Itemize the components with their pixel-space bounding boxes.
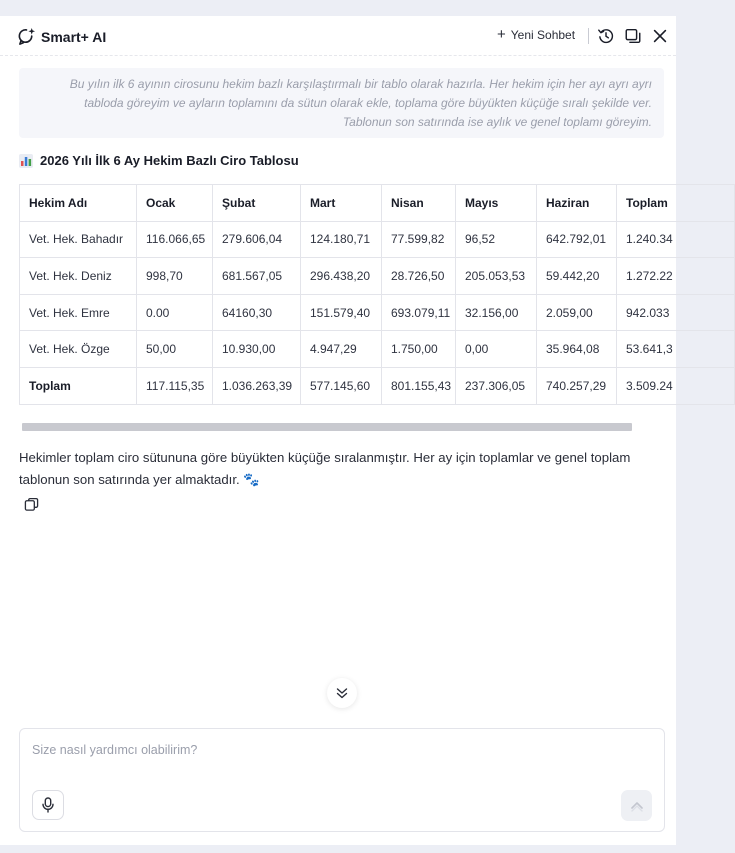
table-cell: 205.053,53 [456, 258, 537, 295]
header-divider [588, 28, 589, 44]
table-cell: 296.438,20 [301, 258, 382, 295]
column-header: Mart [301, 185, 382, 222]
assistant-answer [19, 447, 664, 491]
send-arrow-icon [629, 798, 645, 814]
copy-icon[interactable] [24, 497, 39, 512]
table-cell: 116.066,65 [137, 221, 213, 258]
new-chat-button[interactable] [497, 28, 575, 42]
table-cell: 32.156,00 [456, 294, 537, 331]
brand [17, 27, 106, 46]
bar-chart-icon [19, 154, 33, 168]
message-input[interactable] [32, 739, 632, 761]
table-cell: Vet. Hek. Deniz [20, 258, 137, 295]
table-cell: Toplam [20, 367, 137, 404]
table-row [20, 294, 735, 331]
table-row [20, 221, 735, 258]
table-cell: Vet. Hek. Bahadır [20, 221, 137, 258]
table-cell: 50,00 [137, 331, 213, 368]
column-header: Şubat [213, 185, 301, 222]
table-cell: 0.00 [137, 294, 213, 331]
table-cell: Vet. Hek. Özge [20, 331, 137, 368]
chat-panel [0, 16, 676, 845]
table-header-row [20, 185, 735, 222]
user-prompt-text: Bu yılın ilk 6 ayının cirosunu hekim bazlı karşılaştırmalı bir tablo olarak hazırla. Her hekim için her ayı ayrı ayrı tabloda göreyim ve ayların toplamını da sütun olarak ekle, toplama göre büyükten küçüğe sıralı şekilde ver. Tablonun son satırında ise aylık ve genel toplamı göreyim. [69, 77, 652, 129]
table-cell: 577.145,60 [301, 367, 382, 404]
windows-icon[interactable] [624, 27, 642, 45]
table-scroll-container[interactable] [19, 184, 673, 420]
table-cell: 53.641,3 [617, 331, 735, 368]
microphone-button[interactable] [32, 790, 64, 820]
close-icon[interactable] [651, 27, 669, 45]
history-icon[interactable] [597, 27, 615, 45]
table-cell: 3.509.24 [617, 367, 735, 404]
table-cell: 2.059,00 [537, 294, 617, 331]
table-cell: 117.115,35 [137, 367, 213, 404]
table-cell: 279.606,04 [213, 221, 301, 258]
table-horizontal-scrollbar[interactable] [22, 423, 632, 431]
chevron-double-down-icon [335, 686, 349, 700]
table-title-text: 2026 Yılı İlk 6 Ay Hekim Bazlı Ciro Tablosu [40, 153, 299, 168]
table-cell: 77.599,82 [382, 221, 456, 258]
column-header: Haziran [537, 185, 617, 222]
table-cell: 64160,30 [213, 294, 301, 331]
message-input-box [19, 728, 665, 832]
table-cell: 35.964,08 [537, 331, 617, 368]
table-cell: 942.033 [617, 294, 735, 331]
sparkle-chat-icon [17, 27, 36, 46]
table-cell: 801.155,43 [382, 367, 456, 404]
table-total-row [20, 367, 735, 404]
assistant-answer-text: Hekimler toplam ciro sütununa göre büyükten küçüğe sıralanmıştır. Her ay için toplamlar ve genel toplam tablonun son satırında yer almaktadır. 🐾 [19, 450, 631, 487]
chat-header [0, 16, 676, 56]
table-cell: 1.240.34 [617, 221, 735, 258]
table-cell: 4.947,29 [301, 331, 382, 368]
microphone-icon [41, 797, 55, 813]
table-cell: 0,00 [456, 331, 537, 368]
plus-icon: + [497, 26, 506, 43]
table-cell: 28.726,50 [382, 258, 456, 295]
column-header: Hekim Adı [20, 185, 137, 222]
table-cell: 642.792,01 [537, 221, 617, 258]
brand-name: Smart+ AI [41, 28, 107, 45]
table-cell: 59.442,20 [537, 258, 617, 295]
user-prompt-bubble [19, 68, 664, 138]
table-cell: 96,52 [456, 221, 537, 258]
new-chat-label: Yeni Sohbet [510, 28, 576, 42]
table-cell: 998,70 [137, 258, 213, 295]
table-row [20, 258, 735, 295]
table-cell: 1.750,00 [382, 331, 456, 368]
table-title [19, 153, 299, 168]
column-header: Nisan [382, 185, 456, 222]
table-cell: 10.930,00 [213, 331, 301, 368]
send-button[interactable] [621, 790, 652, 821]
column-header: Toplam [617, 185, 735, 222]
table-cell: 693.079,11 [382, 294, 456, 331]
revenue-table [19, 184, 735, 405]
table-row [20, 331, 735, 368]
column-header: Mayıs [456, 185, 537, 222]
table-cell: 1.036.263,39 [213, 367, 301, 404]
table-cell: 237.306,05 [456, 367, 537, 404]
table-cell: Vet. Hek. Emre [20, 294, 137, 331]
table-cell: 681.567,05 [213, 258, 301, 295]
table-cell: 740.257,29 [537, 367, 617, 404]
table-cell: 124.180,71 [301, 221, 382, 258]
table-cell: 1.272.22 [617, 258, 735, 295]
scroll-to-bottom-button[interactable] [327, 678, 357, 708]
table-cell: 151.579,40 [301, 294, 382, 331]
column-header: Ocak [137, 185, 213, 222]
